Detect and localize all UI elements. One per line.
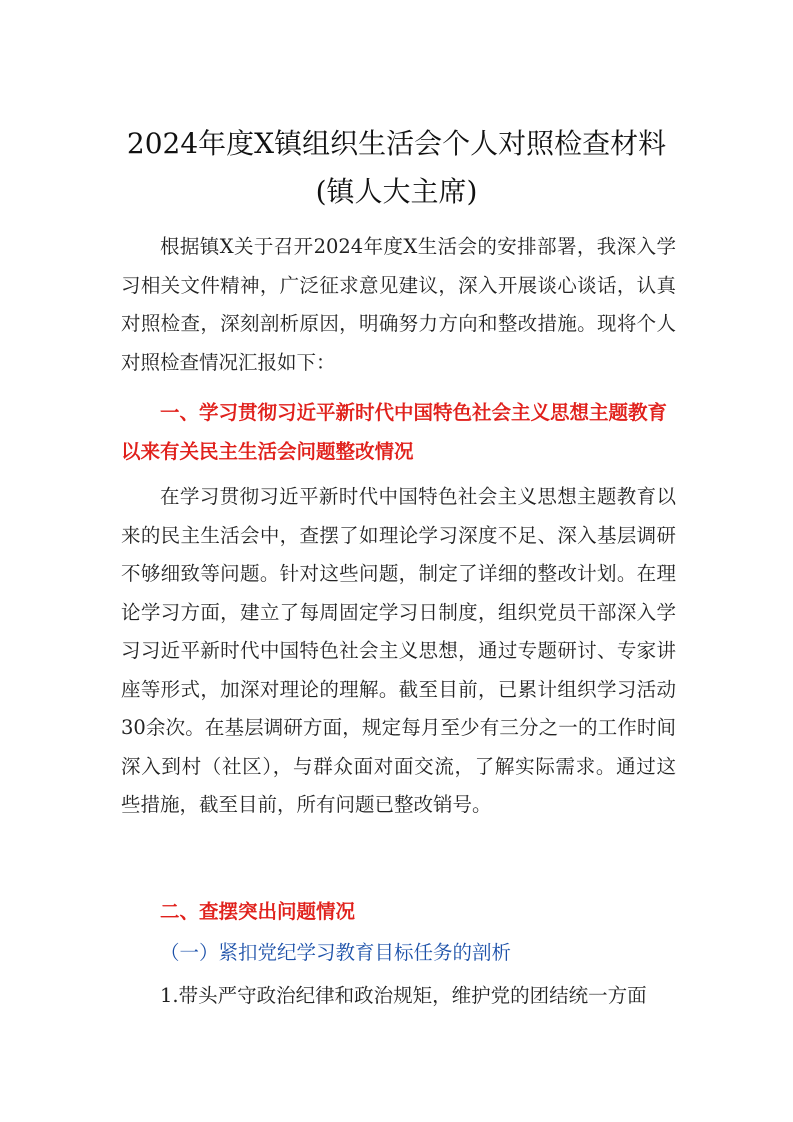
section1-heading: 一、学习贯彻习近平新时代中国特色社会主义思想主题教育以来有关民主生活会问题整改情况 [121,401,668,463]
document-title-line2: (镇人大主席) [315,175,478,208]
document-title-line1: 2024年度X镇组织生活会个人对照检查材料 [126,127,667,160]
section2-heading: 二、查摆突出问题情况 [160,900,356,923]
subsection1-heading: （一）紧扣党纪学习教育目标任务的剖析 [160,941,512,964]
section1-body-paragraph: 在学习贯彻习近平新时代中国特色社会主义思想主题教育以来的民主生活会中，查摆了如理论学习深度不足、深入基层调研不够细致等问题。针对这些问题，制定了详细的整改计划。在理论学习方面，建立了每周固定学习日制度，组织党员干部深入学习习近平新时代中国特色社会主义思想，通过专题研讨、专家讲座等形式，加深对理论的理解。截至目前，已累计组织学习活动30余次。在基层调研方面，规定每月至少有三分之一的工作时间深入到村（社区），与群众面对面交流，了解实际需求。通过这些措施，截至目前，所有问题已整改销号。 [121,485,676,816]
item1-text: 1.带头严守政治纪律和政治规矩，维护党的团结统一方面 [160,984,647,1007]
intro-paragraph: 根据镇X关于召开2024年度X生活会的安排部署，我深入学习相关文件精神，广泛征求意见建议，深入开展谈心谈话，认真对照检查，深刻剖析原因，明确努力方向和整改措施。现将个人对照检查情况汇报如下： [121,235,676,374]
